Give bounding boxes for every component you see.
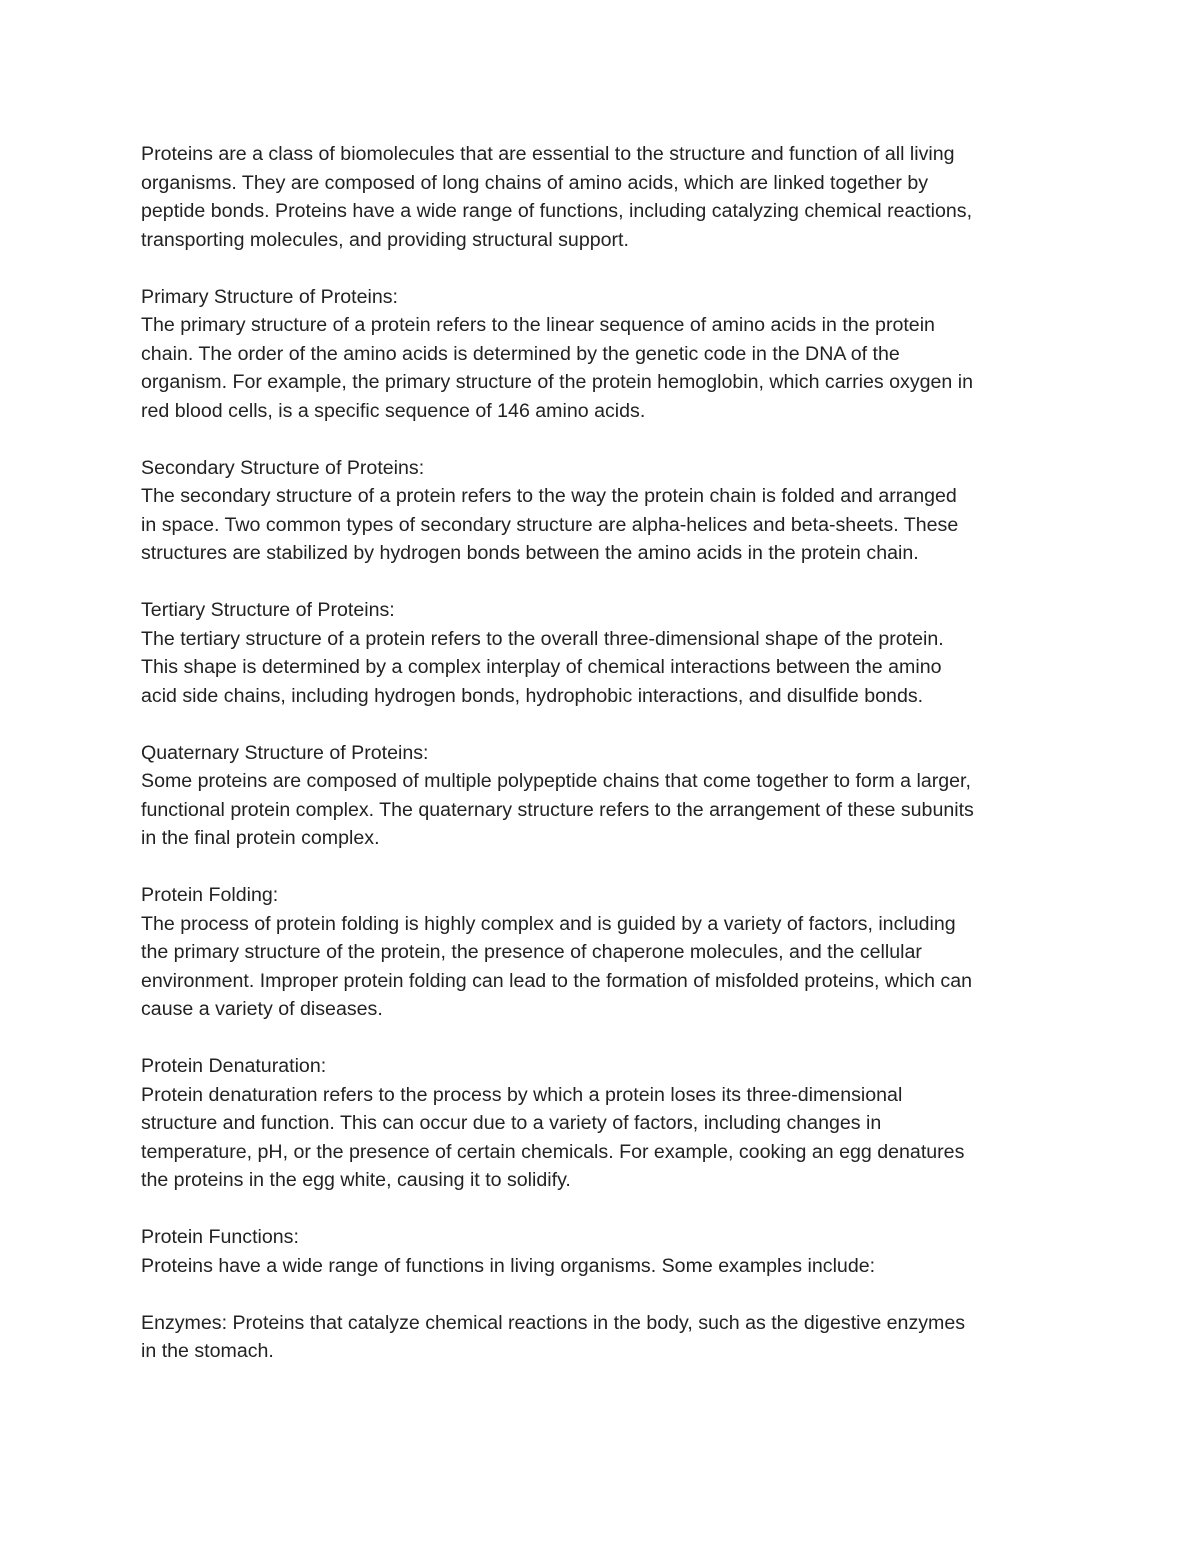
text-line: in the final protein complex. <box>141 827 380 849</box>
text-line: environment. Improper protein folding can lead to the formation of misfolded proteins, which can <box>141 969 973 992</box>
text-line: organism. For example, the primary structure of the protein hemoglobin, which carries oxygen in <box>141 371 974 393</box>
secondary-structure-section <box>141 454 1066 568</box>
paragraph-gap <box>141 1024 1066 1053</box>
text-line: structure and function. This can occur due to a variety of factors, including changes in <box>141 1112 882 1134</box>
text-line: temperature, pH, or the presence of certain chemicals. For example, cooking an egg denatures <box>141 1140 965 1163</box>
quaternary-structure-section <box>141 739 1066 853</box>
paragraph-gap <box>141 568 1066 597</box>
text-line: the proteins in the egg white, causing it to solidify. <box>141 1169 571 1191</box>
text-line: Proteins have a wide range of functions in living organisms. Some examples include: <box>141 1254 876 1277</box>
intro-paragraph <box>141 140 1066 254</box>
document-body <box>141 140 1066 1366</box>
paragraph-gap <box>141 853 1066 882</box>
text-line: The process of protein folding is highly complex and is guided by a variety of factors, including <box>141 912 956 935</box>
text-line: transporting molecules, and providing structural support. <box>141 228 629 251</box>
text-line: in the stomach. <box>141 1340 274 1362</box>
section-heading: Protein Folding: <box>141 884 279 906</box>
paragraph-gap <box>141 710 1066 739</box>
text-line: acid side chains, including hydrogen bonds, hydrophobic interactions, and disulfide bonds. <box>141 684 924 707</box>
text-line: Protein denaturation refers to the process by which a protein loses its three-dimensional <box>141 1083 903 1106</box>
protein-folding-section <box>141 881 1066 1024</box>
text-line: Enzymes: Proteins that catalyze chemical reactions in the body, such as the digestive enzymes <box>141 1311 966 1334</box>
protein-functions-section <box>141 1223 1066 1280</box>
text-line: The primary structure of a protein refers to the linear sequence of amino acids in the protein <box>141 314 935 336</box>
protein-denaturation-section <box>141 1052 1066 1195</box>
primary-structure-section <box>141 283 1066 426</box>
text-line: in space. Two common types of secondary structure are alpha-helices and beta-sheets. These <box>141 513 959 536</box>
text-line: structures are stabilized by hydrogen bonds between the amino acids in the protein chain. <box>141 542 919 564</box>
paragraph-gap <box>141 425 1066 454</box>
text-line: red blood cells, is a specific sequence of 146 amino acids. <box>141 399 646 422</box>
text-line: chain. The order of the amino acids is determined by the genetic code in the DNA of the <box>141 342 900 365</box>
section-heading: Protein Denaturation: <box>141 1055 327 1077</box>
text-line: The secondary structure of a protein refers to the way the protein chain is folded and arranged <box>141 485 957 507</box>
section-heading: Primary Structure of Proteins: <box>141 285 398 308</box>
text-line: cause a variety of diseases. <box>141 998 383 1020</box>
tertiary-structure-section <box>141 596 1066 710</box>
text-line: the primary structure of the protein, the presence of chaperone molecules, and the cellular <box>141 941 922 963</box>
section-heading: Protein Functions: <box>141 1226 299 1248</box>
section-heading: Secondary Structure of Proteins: <box>141 456 425 479</box>
section-heading: Quaternary Structure of Proteins: <box>141 741 429 764</box>
paragraph-gap <box>141 1280 1066 1309</box>
text-line: This shape is determined by a complex interplay of chemical interactions between the amino <box>141 656 942 678</box>
paragraph-gap <box>141 254 1066 283</box>
text-line: Proteins are a class of biomolecules that are essential to the structure and function of all living <box>141 143 955 165</box>
text-line: functional protein complex. The quaternary structure refers to the arrangement of these subunits <box>141 798 974 821</box>
paragraph-gap <box>141 1195 1066 1224</box>
text-line: The tertiary structure of a protein refers to the overall three-dimensional shape of the protein. <box>141 627 944 650</box>
enzymes-paragraph <box>141 1309 1066 1366</box>
section-heading: Tertiary Structure of Proteins: <box>141 599 395 621</box>
text-line: organisms. They are composed of long chains of amino acids, which are linked together by <box>141 171 929 194</box>
text-line: Some proteins are composed of multiple polypeptide chains that come together to form a larger, <box>141 770 971 792</box>
text-line: peptide bonds. Proteins have a wide range of functions, including catalyzing chemical reactions, <box>141 200 973 222</box>
